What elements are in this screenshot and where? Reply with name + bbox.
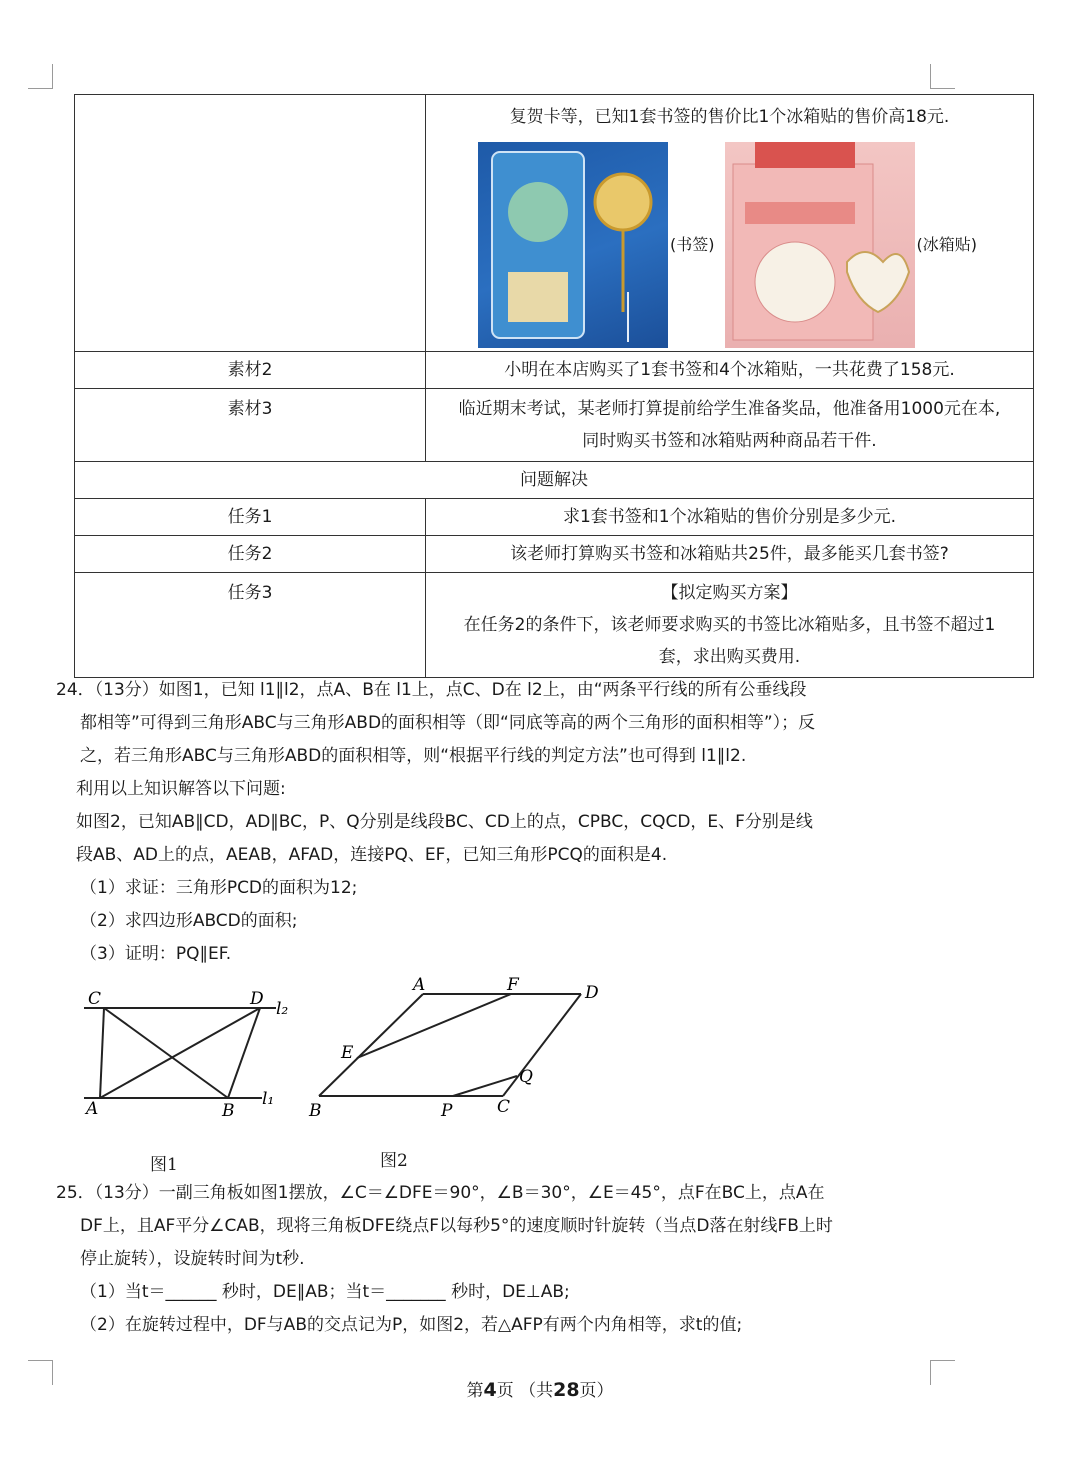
label-F: F [507, 975, 519, 995]
question-24 [56, 674, 956, 971]
materials-table [74, 94, 1034, 678]
figure-2 [305, 972, 605, 1122]
row-text: 该老师打算购买书签和冰箱贴共25件，最多能买几套书签? [426, 536, 1034, 573]
q25-line: 25．（13分）一副三角板如图1摆放，∠C＝∠DFE＝90°，∠B＝30°，∠E＝45°，点F在BC上，点A在 [56, 1183, 825, 1203]
row-text-line: 同时购买书签和冰箱贴两种商品若干件. [582, 431, 877, 451]
magnet-caption: (冰箱贴) [916, 235, 977, 254]
row-text: 求1套书签和1个冰箱贴的售价分别是多少元. [426, 499, 1034, 536]
fridge-magnet-image [725, 142, 915, 348]
label-A: A [413, 975, 426, 995]
label-l1: l₁ [262, 1089, 275, 1109]
q24-line: 24．（13分）如图1，已知 l1∥l2，点A、B在 l1上，点C、D在 l2上，由“两条平行线的所有公垂线段 [56, 680, 807, 700]
figure-1-caption: 图1 [150, 1155, 178, 1175]
label-D: D [585, 983, 599, 1003]
crop-mark-top-right [930, 64, 955, 89]
q24-part-3: （3）证明：PQ∥EF. [80, 944, 232, 964]
label-B: B [309, 1101, 322, 1121]
table-row [75, 352, 1034, 389]
label-A: A [86, 1099, 99, 1119]
bookmark-image [478, 142, 668, 348]
row-text-line: 临近期末考试，某老师打算提前给学生准备奖品，他准备用1000元在本, [458, 399, 1001, 419]
q24-line: 都相等”可得到三角形ABC与三角形ABD的面积相等（即“同底等高的两个三角形的面积相等”）；反 [80, 713, 816, 733]
row-text-line: 【拟定购买方案】 [661, 583, 798, 603]
table-row [75, 462, 1034, 499]
q24-line: 之，若三角形ABC与三角形ABD的面积相等，则“根据平行线的判定方法”也可得到 l1∥l2. [80, 746, 747, 766]
row-label: 任务3 [75, 573, 426, 678]
row-label: 任务1 [75, 499, 426, 536]
question-25 [56, 1177, 956, 1342]
label-Q: Q [519, 1067, 533, 1087]
table-row [75, 573, 1034, 678]
q25-line: DF上，且AF平分∠CAB，现将三角板DFE绕点F以每秒5°的速度顺时针旋转（当点D落在射线FB上时 [80, 1216, 833, 1236]
q24-line: 利用以上知识解答以下问题: [76, 779, 286, 799]
product-images [426, 142, 1033, 348]
bookmark-caption: (书签) [670, 235, 715, 254]
q25-part-2: （2）在旋转过程中，DF与AB的交点记为P，如图2，若△AFP有两个内角相等，求t的值; [80, 1315, 743, 1335]
figure-1 [76, 980, 306, 1120]
q24-part-2: （2）求四边形ABCD的面积; [80, 911, 298, 931]
row-label: 素材3 [75, 389, 426, 462]
crop-mark-top-left [28, 64, 53, 89]
q24-line: 如图2，已知AB∥CD，AD∥BC，P、Q分别是线段BC、CD上的点，CPBC，CQCD，E、F分别是线 [76, 812, 813, 832]
label-C: C [88, 989, 102, 1009]
row-text-line: 套，求出购买费用. [658, 647, 801, 667]
total-pages: 28 [553, 1379, 580, 1401]
row-label: 任务2 [75, 536, 426, 573]
q25-line: 停止旋转），设旋转时间为t秒. [80, 1249, 305, 1269]
row-label: 素材2 [75, 352, 426, 389]
figure-2-caption: 图2 [380, 1151, 408, 1171]
row-text: 小明在本店购买了1套书签和4个冰箱贴，一共花费了158元. [426, 352, 1034, 389]
label-l2: l₂ [276, 999, 289, 1019]
table-row [75, 389, 1034, 462]
current-page: 4 [483, 1379, 497, 1401]
label-E: E [341, 1043, 354, 1063]
page-footer: 第4页 （共28页） [466, 1379, 614, 1401]
row-text-line: 在任务2的条件下，该老师要求购买的书签比冰箱贴多，且书签不超过1 [463, 615, 996, 635]
q25-part-1: （1）当t＝______ 秒时，DE∥AB；当t＝_______ 秒时，DE⊥AB; [80, 1282, 570, 1302]
label-D: D [250, 989, 264, 1009]
table-row [75, 536, 1034, 573]
table-row [75, 499, 1034, 536]
label-C: C [497, 1097, 511, 1117]
table-row [75, 95, 1034, 352]
section-title: 问题解决 [75, 462, 1034, 499]
label-P: P [441, 1101, 453, 1121]
q24-line: 段AB、AD上的点，AEAB，AFAD，连接PQ、EF，已知三角形PCQ的面积是4. [76, 845, 668, 865]
label-B: B [222, 1101, 235, 1120]
material1-text: 复贺卡等，已知1套书签的售价比1个冰箱贴的售价高18元. [509, 107, 950, 127]
q24-part-1: （1）求证：三角形PCD的面积为12; [80, 878, 358, 898]
